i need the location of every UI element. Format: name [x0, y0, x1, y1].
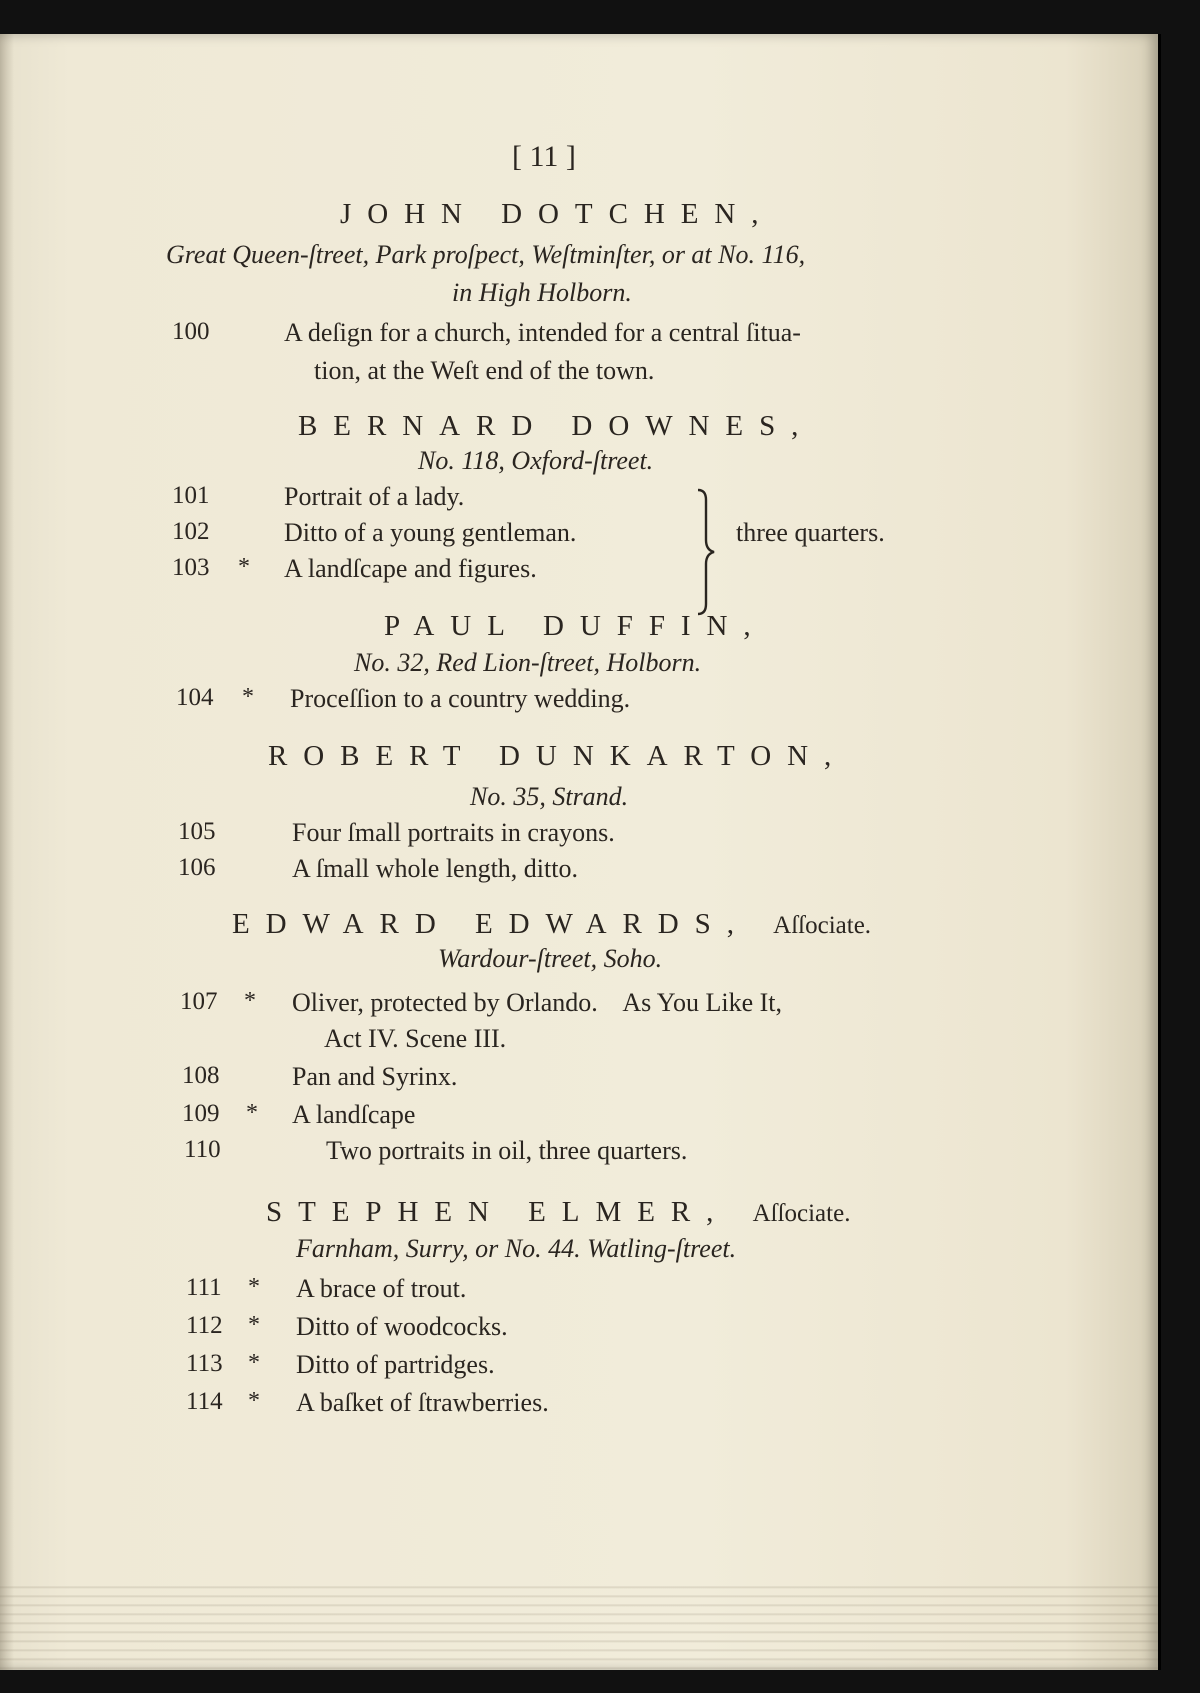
artist-name: STEPHEN ELMER, — [266, 1196, 730, 1228]
artist-address: in High Holborn. — [452, 278, 632, 307]
entry-number: 112 — [186, 1312, 223, 1339]
catalogue-entry — [0, 1388, 1158, 1422]
entry-title: A brace of trout. — [296, 1274, 467, 1303]
entry-title: A baſket of ſtrawberries. — [296, 1388, 549, 1417]
catalogue-entry — [0, 1350, 1158, 1384]
page-edge-lines — [0, 1580, 1158, 1670]
entry-number: 110 — [184, 1136, 221, 1163]
entry-continuation: tion, at the Weſt end of the town. — [314, 356, 655, 385]
page-number: [ 11 ] — [512, 140, 576, 173]
entry-title: Four ſmall portraits in crayons. — [292, 818, 615, 847]
artist-address: Great Queen-ſtreet, Park proſpect, Weſtminſter, or at No. 116, — [166, 240, 806, 269]
entry-title: Ditto of woodcocks. — [296, 1312, 508, 1341]
entry-title: A deſign for a church, intended for a central ſitua- — [284, 318, 801, 347]
artist-address: Wardour-ſtreet, Soho. — [438, 944, 663, 973]
entry-number: 101 — [172, 482, 210, 509]
artist-name: JOHN DOTCHEN, — [340, 198, 775, 230]
entry-number: 104 — [176, 684, 214, 711]
entry-number: 106 — [178, 854, 216, 881]
artist-name: ROBERT DUNKARTON, — [268, 740, 848, 772]
catalogue-entry — [0, 1274, 1158, 1308]
book-page — [0, 34, 1161, 1670]
new-work-asterisk: * — [246, 1100, 258, 1126]
new-work-asterisk: * — [244, 988, 256, 1014]
entry-number: 114 — [186, 1388, 223, 1415]
new-work-asterisk: * — [248, 1274, 260, 1300]
entry-title: Ditto of partridges. — [296, 1350, 495, 1379]
entry-title: A landſcape and figures. — [284, 554, 537, 583]
new-work-asterisk: * — [242, 684, 254, 710]
artist-name: PAUL DUFFIN, — [384, 610, 767, 642]
entry-title: Portrait of a lady. — [284, 482, 465, 511]
entry-number: 111 — [186, 1274, 222, 1301]
artist-address: No. 118, Oxford-ſtreet. — [418, 446, 654, 475]
entry-number: 107 — [180, 988, 218, 1015]
catalogue-entry — [0, 1100, 1158, 1134]
artist-role: Aſſociate. — [773, 912, 872, 939]
entry-number: 109 — [182, 1100, 220, 1127]
entry-number: 113 — [186, 1350, 223, 1377]
artist-header — [266, 1196, 850, 1229]
artist-address: No. 32, Red Lion-ſtreet, Holborn. — [354, 648, 702, 677]
catalogue-entry — [0, 1312, 1158, 1346]
catalogue-entry — [0, 518, 1158, 552]
new-work-asterisk: * — [238, 554, 250, 580]
artist-role: Aſſociate. — [752, 1200, 851, 1227]
catalogue-entry — [0, 684, 1158, 718]
right-brace — [694, 486, 720, 618]
entry-title: Ditto of a young gentleman. — [284, 518, 577, 547]
new-work-asterisk: * — [248, 1350, 260, 1376]
entry-title: A ſmall whole length, ditto. — [292, 854, 578, 883]
entry-title: Oliver, protected by Orlando. As You Like It, — [292, 988, 783, 1017]
catalogue-entry — [0, 818, 1158, 852]
entry-number: 108 — [182, 1062, 220, 1089]
catalogue-entry — [0, 1136, 1158, 1170]
entry-title: A landſcape — [292, 1100, 416, 1129]
entry-number: 105 — [178, 818, 216, 845]
catalogue-entry — [0, 554, 1158, 588]
artist-address: No. 35, Strand. — [470, 782, 629, 811]
artist-address: Farnham, Surry, or No. 44. Watling-ſtreet. — [296, 1234, 737, 1263]
catalogue-entry — [0, 988, 1158, 1022]
entry-continuation: Act IV. Scene III. — [324, 1024, 507, 1053]
new-work-asterisk: * — [248, 1312, 260, 1338]
catalogue-entry — [0, 318, 1158, 352]
entry-title: Pan and Syrinx. — [292, 1062, 458, 1091]
entry-title: Two portraits in oil, three quarters. — [326, 1136, 688, 1165]
entry-title: Proceſſion to a country wedding. — [290, 684, 631, 713]
artist-name: BERNARD DOWNES, — [298, 410, 815, 442]
artist-header — [232, 908, 871, 941]
entry-number: 100 — [172, 318, 210, 345]
spine-shadow — [0, 34, 14, 1670]
entry-number: 102 — [172, 518, 210, 545]
brace-note: three quarters. — [736, 518, 885, 547]
catalogue-entry — [0, 854, 1158, 888]
new-work-asterisk: * — [248, 1388, 260, 1414]
catalogue-entry — [0, 1062, 1158, 1096]
artist-name: EDWARD EDWARDS, — [232, 908, 750, 940]
entry-number: 103 — [172, 554, 210, 581]
catalogue-entry — [0, 482, 1158, 516]
